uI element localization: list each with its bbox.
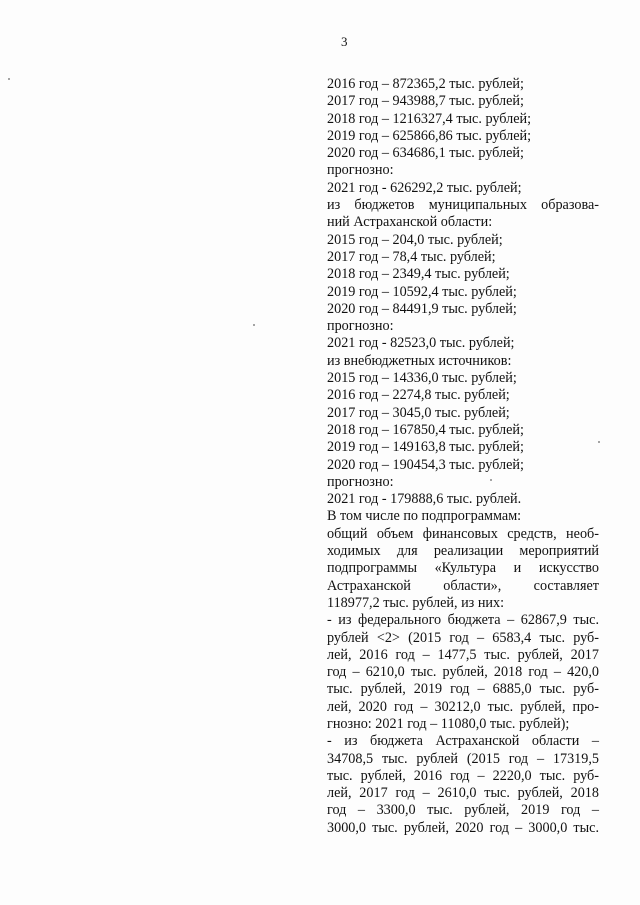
text-line: 2020 год – 190454,3 тыс. рублей; xyxy=(327,456,524,473)
text-line: общий объем финансовых средств, необ- xyxy=(327,525,599,542)
page-number: 3 xyxy=(341,34,348,49)
text-line: 2018 год – 167850,4 тыс. рублей; xyxy=(327,421,524,438)
text-line: гнозно: 2021 год – 11080,0 тыс. рублей); xyxy=(327,715,570,732)
text-line: 2019 год – 149163,8 тыс. рублей; xyxy=(327,439,524,456)
text-line: 2015 год – 14336,0 тыс. рублей; xyxy=(327,370,517,387)
text-line: 2015 год – 204,0 тыс. рублей; xyxy=(327,231,503,248)
text-line: 3000,0 тыс. рублей, 2020 год – 3000,0 тыс. xyxy=(327,819,599,836)
text-line: Астраханской области», составляет xyxy=(327,577,599,594)
text-line: лей, 2020 год – 30212,0 тыс. рублей, про- xyxy=(327,698,599,715)
text-line: 2016 год – 2274,8 тыс. рублей; xyxy=(327,387,510,404)
text-line: - из бюджета Астраханской области – xyxy=(327,733,599,750)
text-line: В том числе по подпрограммам: xyxy=(327,508,522,525)
text-line: 2021 год - 626292,2 тыс. рублей; xyxy=(327,179,522,196)
text-line: из бюджетов муниципальных образова- xyxy=(327,197,599,214)
text-line: 2017 год – 943988,7 тыс. рублей; xyxy=(327,93,524,110)
text-line: рублей <2> (2015 год – 6583,4 тыс. руб- xyxy=(327,629,599,646)
text-line: тыс. рублей, 2016 год – 2220,0 тыс. руб- xyxy=(327,767,599,784)
text-line: 2021 год - 82523,0 тыс. рублей; xyxy=(327,335,515,352)
text-line: тыс. рублей, 2019 год – 6885,0 тыс. руб- xyxy=(327,681,599,698)
text-line: прогнозно: xyxy=(327,318,394,335)
text-line: 2020 год – 634686,1 тыс. рублей; xyxy=(327,145,524,162)
scan-speck xyxy=(598,441,600,443)
scan-speck xyxy=(253,324,255,326)
text-line: год – 3300,0 тыс. рублей, 2019 год – xyxy=(327,802,599,819)
text-column xyxy=(327,76,599,837)
text-line: 2016 год – 872365,2 тыс. рублей; xyxy=(327,76,524,92)
text-line: 2019 год – 625866,86 тыс. рублей; xyxy=(327,127,532,144)
text-line: 2017 год – 78,4 тыс. рублей; xyxy=(327,248,496,265)
text-line: 118977,2 тыс. рублей, из них: xyxy=(327,594,505,611)
text-line: ний Астраханской области: xyxy=(327,214,493,231)
text-line: прогнозно: xyxy=(327,473,394,490)
text-line: прогнозно: xyxy=(327,162,394,179)
scan-speck xyxy=(8,78,10,80)
text-line: лей, 2017 год – 2610,0 тыс. рублей, 2018 xyxy=(327,785,599,802)
text-line: из внебюджетных источников: xyxy=(327,352,512,369)
text-line: ходимых для реализации мероприятий xyxy=(327,543,599,560)
text-line: год – 6210,0 тыс. рублей, 2018 год – 420,0 xyxy=(327,664,599,681)
text-line: 2018 год – 2349,4 тыс. рублей; xyxy=(327,266,510,283)
text-line: лей, 2016 год – 1477,5 тыс. рублей, 2017 xyxy=(327,646,599,663)
scan-speck xyxy=(490,479,492,481)
text-line: 2018 год – 1216327,4 тыс. рублей; xyxy=(327,110,532,127)
text-line: 2017 год – 3045,0 тыс. рублей; xyxy=(327,404,510,421)
text-line: 2019 год – 10592,4 тыс. рублей; xyxy=(327,283,517,300)
text-line: 2020 год – 84491,9 тыс. рублей; xyxy=(327,300,517,317)
text-line: 2021 год - 179888,6 тыс. рублей. xyxy=(327,491,522,508)
text-line: подпрограммы «Культура и искусство xyxy=(327,560,599,577)
text-line: 34708,5 тыс. рублей (2015 год – 17319,5 xyxy=(327,750,599,767)
text-line: - из федерального бюджета – 62867,9 тыс. xyxy=(327,612,599,629)
